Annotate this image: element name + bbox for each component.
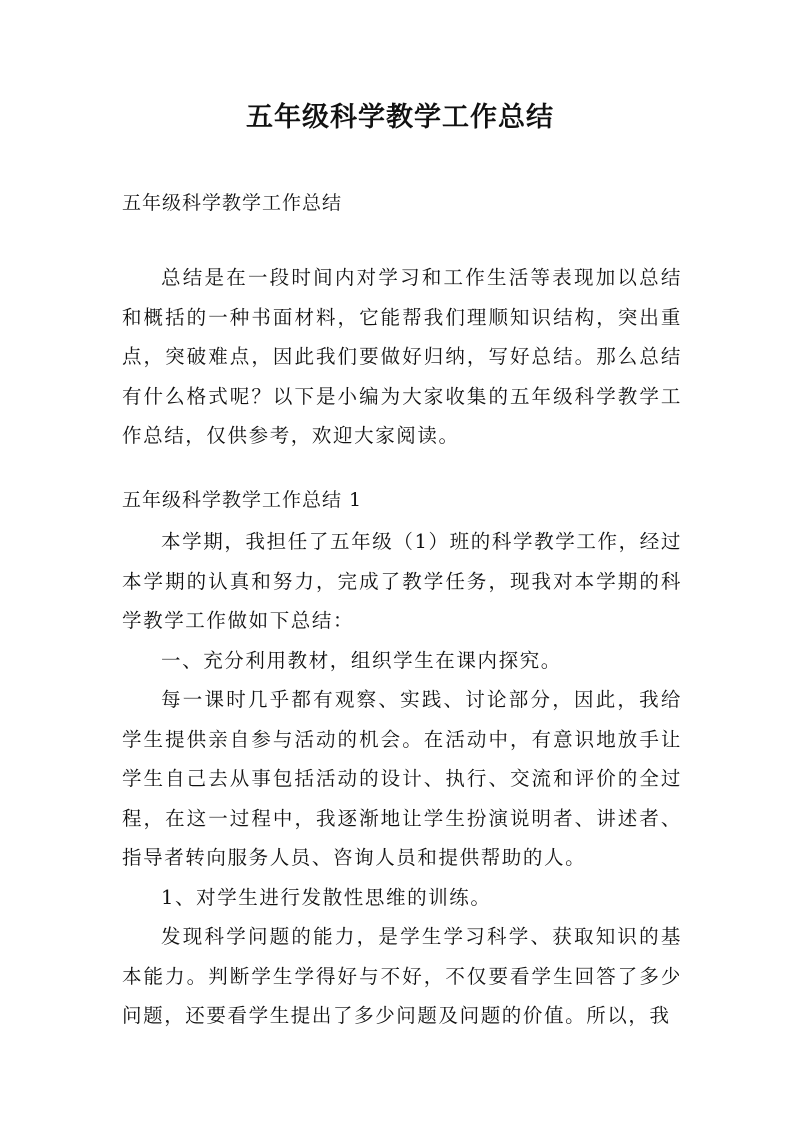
section-body xyxy=(122,522,682,1036)
body-paragraph: 1、对学生进行发散性思维的训练。 xyxy=(161,885,492,909)
document-title: 五年级科学教学工作总结 xyxy=(246,102,554,133)
intro-paragraph: 总结是在一段时间内对学习和工作生活等表现加以总结和概括的一种书面材料，它能帮我们理顺知识结构，突出重点，突破难点，因此我们要做好归纳，写好总结。那么总结有什么格式呢？以下是小编为大家收集的五年级科学教学工作总结，仅供参考，欢迎大家阅读。 xyxy=(122,266,682,447)
body-paragraph: 本学期，我担任了五年级（1）班的科学教学工作，经过本学期的认真和努力，完成了教学任务，现我对本学期的科学教学工作做如下总结： xyxy=(122,530,682,632)
body-paragraph: 发现科学问题的能力，是学生学习科学、获取知识的基本能力。判断学生学得好与不好，不仅要看学生回答了多少问题，还要看学生提出了多少问题及问题的价值。所以，我 xyxy=(122,925,682,1027)
body-paragraph: 一、充分利用教材，组织学生在课内探究。 xyxy=(161,648,562,672)
document-subtitle: 五年级科学教学工作总结 xyxy=(122,192,343,214)
section-heading: 五年级科学教学工作总结 1 xyxy=(122,489,363,511)
body-paragraph: 每一课时几乎都有观察、实践、讨论部分，因此，我给学生提供亲自参与活动的机会。在活动中，有意识地放手让学生自己去从事包括活动的设计、执行、交流和评价的全过程，在这一过程中，我逐渐地让学生扮演说明者、讲述者、指导者转向服务人员、咨询人员和提供帮助的人。 xyxy=(122,688,682,869)
